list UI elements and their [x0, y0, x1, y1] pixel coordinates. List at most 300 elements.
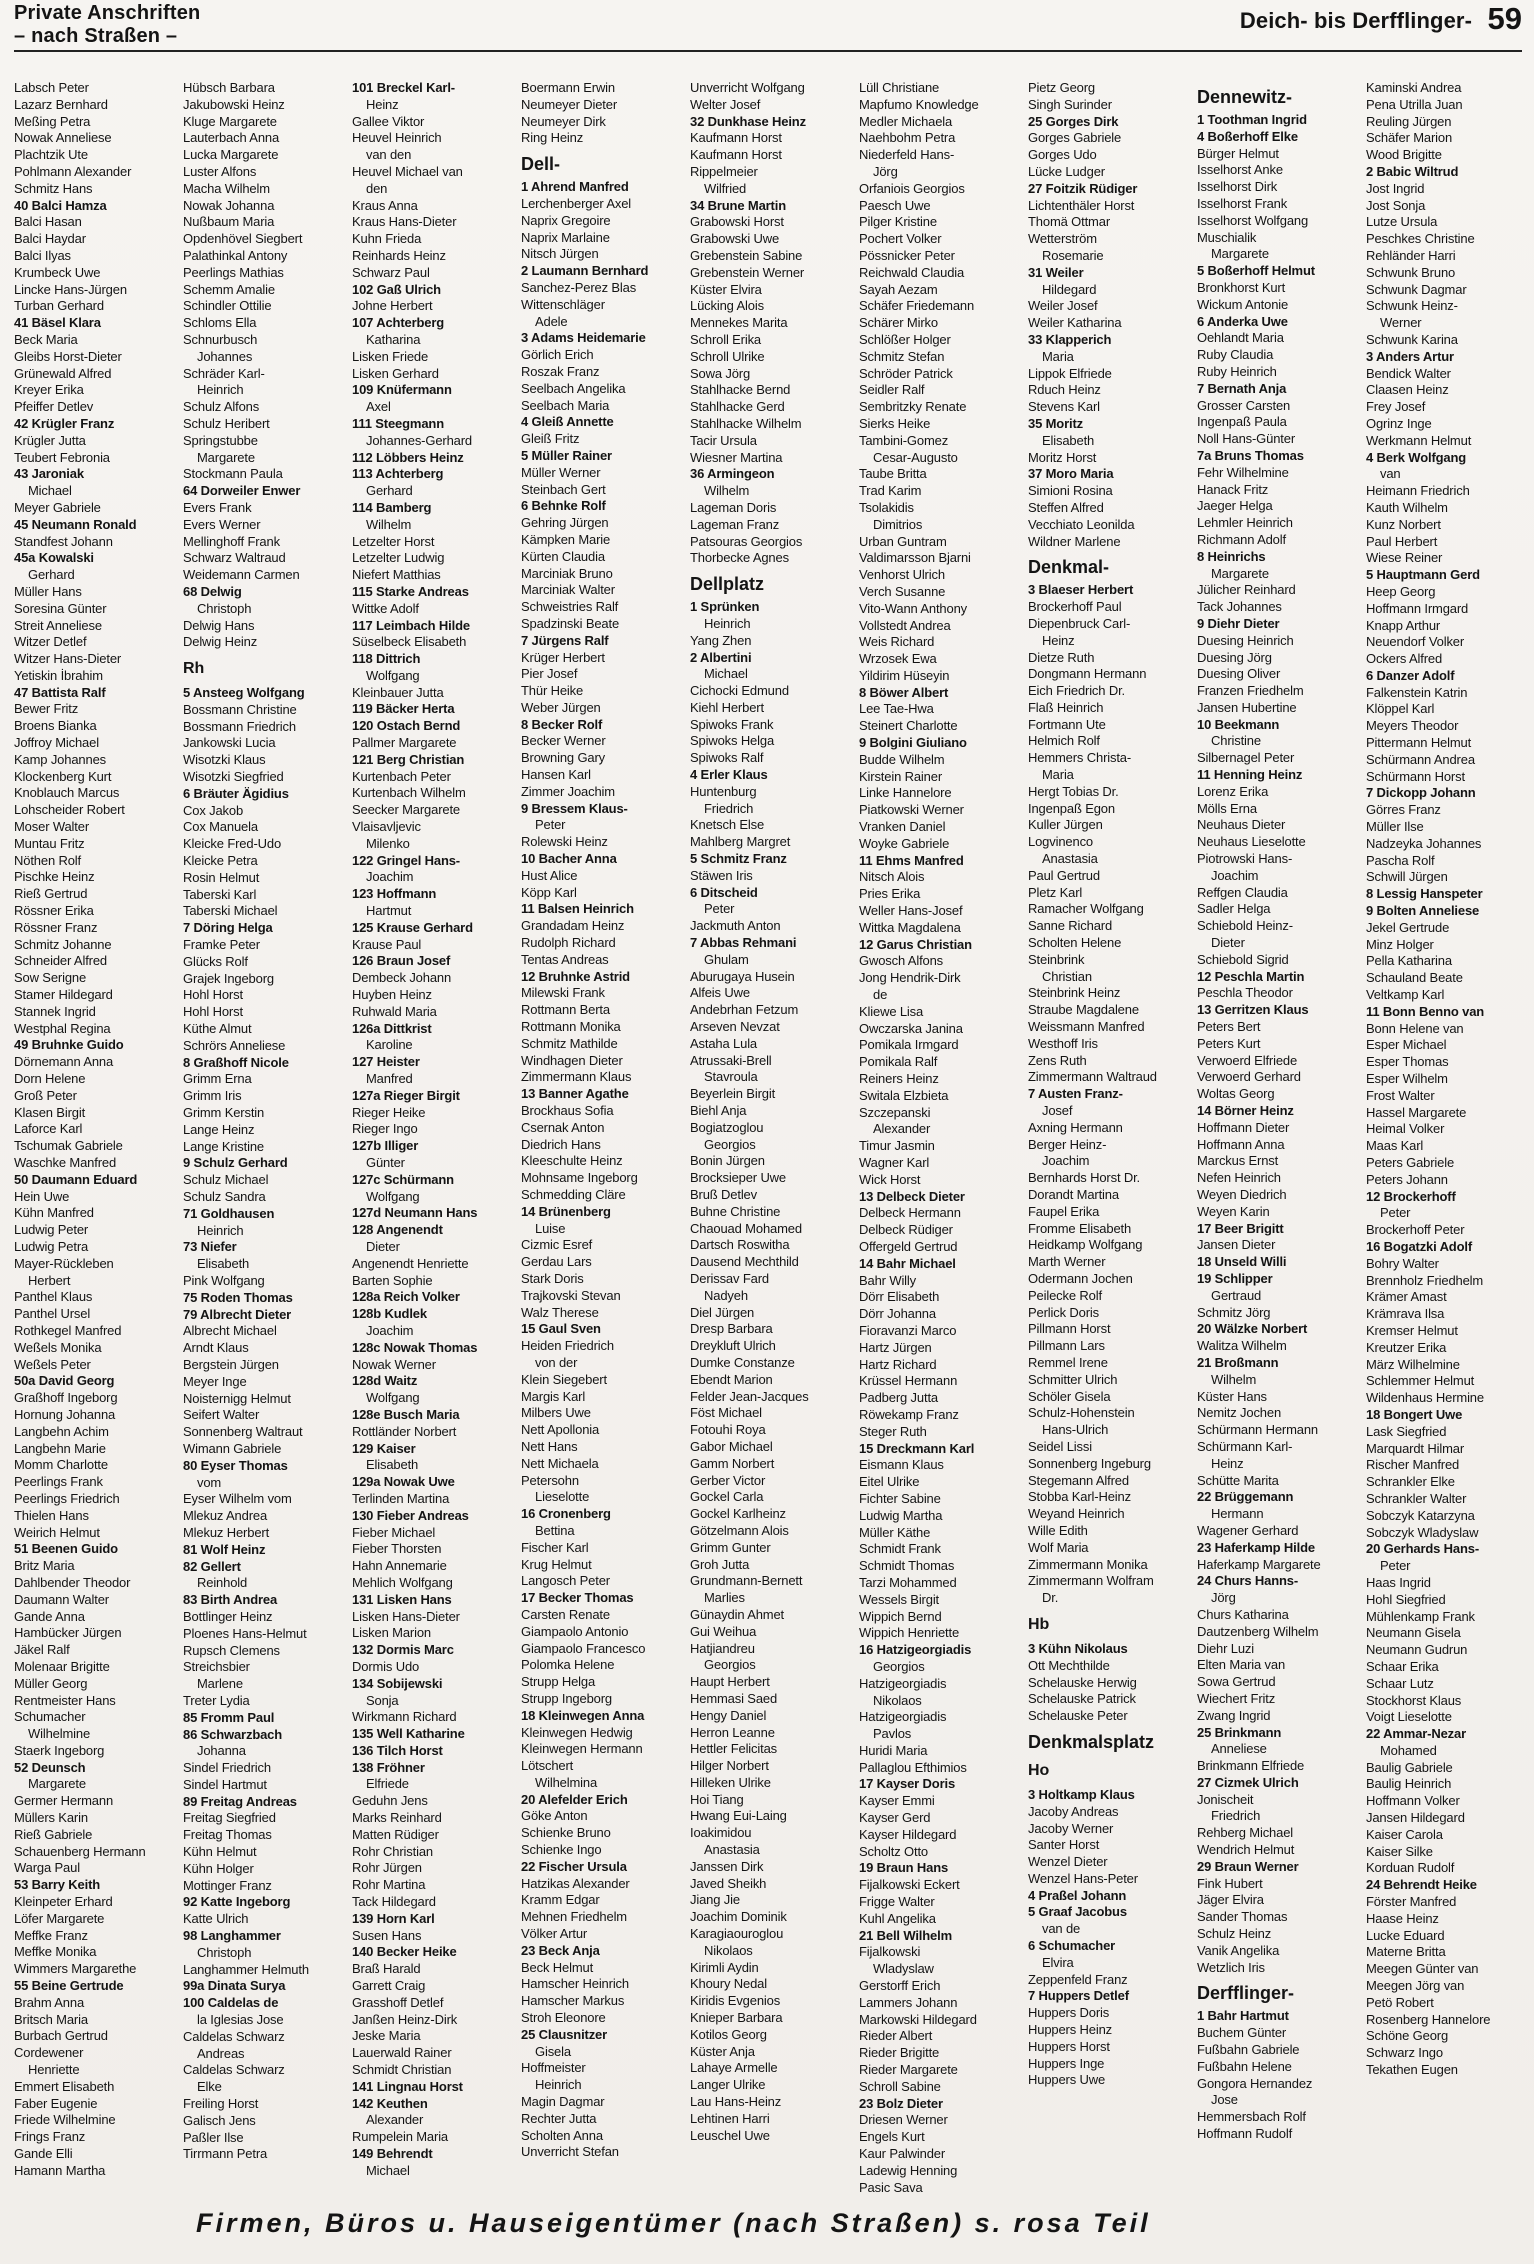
directory-entry: Isselhorst Anke — [1197, 162, 1283, 178]
directory-entry: Klockenberg Kurt — [14, 768, 112, 784]
directory-entry: Driesen Werner — [859, 2112, 948, 2128]
directory-entry: Knapp Arthur — [1366, 617, 1441, 633]
directory-entry: Neuhaus Dieter — [1197, 817, 1286, 833]
directory-entry: 5 Graaf Jacobus — [1028, 1904, 1127, 1920]
directory-entry: Wetterström — [1028, 231, 1097, 247]
directory-entry: Weber Jürgen — [521, 699, 601, 715]
directory-entry: Seifert Walter — [183, 1407, 260, 1423]
directory-entry: Wisotzki Siegfried — [183, 769, 284, 785]
directory-entry: Muntau Fritz — [14, 835, 85, 851]
directory-entry: Lauerwald Rainer — [352, 2045, 452, 2061]
directory-entry: 16 Cronenberg — [521, 1506, 611, 1522]
directory-entry: Frings Franz — [14, 2129, 86, 2145]
directory-entry: Leuschel Uwe — [690, 2127, 770, 2143]
directory-entry: Vito-Wann Anthony — [859, 600, 968, 616]
directory-entry: Steinbach Gert — [521, 481, 606, 497]
directory-entry: 83 Birth Andrea — [183, 1592, 278, 1608]
directory-entry: Evers Frank — [183, 499, 252, 515]
directory-entry: 129a Nowak Uwe — [352, 1474, 455, 1490]
directory-entry: Jonischeit — [1197, 1791, 1254, 1807]
directory-entry: Dörnemann Anna — [14, 1054, 114, 1070]
directory-entry: 81 Wolf Heinz — [183, 1541, 266, 1557]
directory-entry: Schräder Karl- — [183, 365, 265, 381]
directory-entry: Streit Anneliese — [14, 617, 102, 633]
directory-entry: Kirstein Rainer — [859, 768, 943, 784]
directory-entry: Ogrinz Inge — [1366, 415, 1432, 431]
directory-entry: 53 Barry Keith — [14, 1877, 101, 1893]
directory-entry: Röwekamp Franz — [859, 1406, 959, 1422]
directory-entry: 64 Dorweiler Enwer — [183, 483, 301, 499]
directory-entry: Delbeck Rüdiger — [859, 1222, 953, 1238]
directory-entry-continuation: Stavroula — [704, 1069, 758, 1085]
directory-entry-continuation: Dieter — [1211, 935, 1245, 951]
directory-entry: Wildenhaus Hermine — [1366, 1390, 1484, 1406]
directory-entry: Steinbrink — [1028, 951, 1085, 967]
directory-entry: 5 Ansteeg Wolfgang — [183, 685, 305, 701]
directory-entry: Labsch Peter — [14, 80, 89, 95]
directory-entry: Felder Jean-Jacques — [690, 1388, 809, 1404]
directory-entry: Lazarz Bernhard — [14, 96, 108, 112]
directory-entry: Stahlhacke Bernd — [690, 382, 791, 398]
directory-entry: 37 Moro Maria — [1028, 466, 1114, 482]
directory-entry: Gongora Hernandez — [1197, 2075, 1313, 2091]
directory-entry: Rieger Ingo — [352, 1121, 418, 1137]
directory-entry: Hübsch Barbara — [183, 80, 275, 95]
directory-entry: 8 Becker Rolf — [521, 716, 603, 732]
directory-entry: Neumann Gisela — [1366, 1625, 1461, 1641]
directory-entry: 7 Abbas Rehmani — [690, 935, 797, 951]
directory-entry: Görres Franz — [1366, 802, 1441, 818]
directory-entry: 43 Jaroniak — [14, 466, 84, 482]
directory-entry: Hust Alice — [521, 867, 578, 883]
directory-entry: Peerlings Friedrich — [14, 1490, 120, 1506]
directory-entry: Lageman Doris — [690, 499, 777, 515]
directory-entry: Andebrhan Fetzum — [690, 1002, 799, 1018]
directory-entry: Schmidt Christian — [352, 2062, 452, 2078]
directory-entry: Schulz Michael — [183, 1172, 269, 1188]
directory-entry: Schrankler Walter — [1366, 1490, 1467, 1506]
directory-entry: Kraus Hans-Dieter — [352, 214, 457, 230]
directory-entry: Panthel Klaus — [14, 1289, 93, 1305]
directory-entry: Rieger Heike — [352, 1104, 426, 1120]
directory-entry: Sindel Friedrich — [183, 1760, 271, 1776]
directory-entry: Baulig Gabriele — [1366, 1759, 1453, 1775]
directory-entry: Knoblauch Marcus — [14, 785, 120, 801]
directory-entry: Geduhn Jens — [352, 1793, 428, 1809]
directory-entry: Hoffmeister — [521, 2060, 586, 2076]
directory-entry: Kayser Emmi — [859, 1793, 935, 1809]
directory-column-3 — [352, 80, 515, 2178]
directory-entry: Neumeyer Dirk — [521, 113, 606, 129]
directory-entry-continuation: Georgios — [704, 1136, 756, 1152]
directory-entry: 92 Katte Ingeborg — [183, 1894, 291, 1910]
directory-entry: Astaha Lula — [690, 1035, 758, 1051]
directory-entry: Weissmann Manfred — [1028, 1019, 1145, 1035]
directory-entry: Hartz Richard — [859, 1356, 937, 1372]
directory-entry: Palathinkal Antony — [183, 247, 288, 263]
directory-entry: Rottmann Monika — [521, 1019, 621, 1035]
directory-entry: 14 Bahr Michael — [859, 1255, 956, 1271]
directory-entry: Grimm Kerstin — [183, 1105, 265, 1121]
directory-entry: Odermann Jochen — [1028, 1270, 1133, 1286]
directory-entry: Letzelter Ludwig — [352, 550, 445, 566]
directory-entry: Bewer Fritz — [14, 701, 79, 717]
directory-entry: Schroll Ulrike — [690, 348, 765, 364]
directory-entry: 1 Toothman Ingrid — [1197, 112, 1307, 127]
directory-entry: Germer Hermann — [14, 1793, 114, 1809]
directory-entry: 18 Unseld Willi — [1197, 1254, 1287, 1270]
directory-entry: Silbernagel Peter — [1197, 750, 1295, 766]
directory-entry: Krüger Herbert — [521, 649, 605, 665]
directory-entry: Grandadam Heinz — [521, 918, 625, 934]
directory-entry: Freiling Horst — [183, 2096, 259, 2112]
directory-entry: Huyben Heinz — [352, 987, 432, 1003]
directory-entry: Giampaolo Francesco — [521, 1640, 646, 1656]
directory-entry-continuation: Peter — [704, 901, 735, 917]
directory-entry: Lincke Hans-Jürgen — [14, 281, 127, 297]
directory-entry: Rosenberg Hannelore — [1366, 2011, 1491, 2027]
directory-entry: Garrett Craig — [352, 1978, 426, 1994]
directory-entry: Schmitz Mathilde — [521, 1035, 618, 1051]
directory-entry: Magin Dagmar — [521, 2094, 605, 2110]
directory-entry-continuation: Wilfried — [704, 180, 747, 196]
directory-entry-continuation: Ghulam — [704, 951, 749, 967]
directory-entry: Sayah Aezam — [859, 281, 938, 297]
directory-entry-continuation: Manfred — [366, 1071, 413, 1087]
directory-entry: Pohlmann Alexander — [14, 163, 132, 179]
directory-entry: 85 Fromm Paul — [183, 1709, 275, 1725]
directory-entry: Krumbeck Uwe — [14, 264, 101, 280]
directory-entry: Vollstedt Andrea — [859, 617, 951, 633]
directory-entry: 107 Achterberg — [352, 315, 445, 331]
directory-entry: Momm Charlotte — [14, 1457, 108, 1473]
directory-entry: Rottmann Berta — [521, 1002, 610, 1018]
directory-entry: Hoi Tiang — [690, 1791, 744, 1807]
directory-entry-continuation: Peter — [1380, 1558, 1411, 1574]
directory-entry: Hoffmann Volker — [1366, 1793, 1460, 1809]
directory-entry: Langhammer Helmuth — [183, 1961, 309, 1977]
directory-entry: Hemmersbach Rolf — [1197, 2109, 1306, 2125]
directory-entry: Eyser Wilhelm vom — [183, 1491, 292, 1507]
directory-entry: Verch Susanne — [859, 583, 946, 599]
directory-entry: Zimmermann Waltraud — [1028, 1069, 1157, 1085]
directory-entry: 111 Steegmann — [352, 415, 444, 431]
directory-entry-continuation: Heinrich — [197, 1222, 244, 1238]
directory-entry: Isselhorst Frank — [1197, 195, 1288, 211]
directory-entry-continuation: den — [366, 180, 388, 196]
directory-entry: Lorenz Erika — [1197, 783, 1269, 799]
directory-entry: Spiwoks Ralf — [690, 750, 764, 766]
directory-entry: 17 Beer Brigitt — [1197, 1220, 1284, 1236]
directory-entry: Thür Heike — [521, 683, 584, 699]
directory-entry: 41 Bäsel Klara — [14, 315, 101, 331]
directory-entry: Soresina Günter — [14, 600, 107, 616]
directory-entry: Tentas Andreas — [521, 951, 609, 967]
directory-entry: 3 Kühn Nikolaus — [1028, 1640, 1128, 1656]
directory-entry: Ockers Alfred — [1366, 651, 1443, 667]
directory-entry: 136 Tilch Horst — [352, 1742, 443, 1758]
directory-entry: Spiwoks Helga — [690, 733, 775, 749]
directory-entry: Becker Werner — [521, 733, 606, 749]
directory-entry: 1 Ahrend Manfred — [521, 179, 629, 195]
directory-entry: Patsouras Georgios — [690, 533, 803, 549]
directory-entry-continuation: Mohamed — [1380, 1742, 1437, 1758]
directory-entry: Groh Jutta — [690, 1556, 750, 1572]
directory-entry: Plachtzik Ute — [14, 147, 88, 163]
directory-entry: Barten Sophie — [352, 1272, 433, 1288]
directory-entry: Jekel Gertrude — [1366, 919, 1450, 935]
directory-entry: Sanne Richard — [1028, 918, 1113, 934]
directory-entry: 8 Graßhoff Nicole — [183, 1054, 289, 1070]
directory-entry-continuation: Margarete — [1211, 246, 1269, 262]
directory-entry: 99a Dinata Surya — [183, 1978, 286, 1994]
directory-entry: Dausend Mechthild — [690, 1254, 799, 1270]
directory-entry: Jackmuth Anton — [690, 918, 781, 934]
directory-entry: Müllers Karin — [14, 1810, 88, 1826]
directory-entry: Marks Reinhard — [352, 1810, 442, 1826]
directory-entry: Dahlbender Theodor — [14, 1574, 131, 1590]
directory-entry: Brahm Anna — [14, 1994, 85, 2010]
directory-entry: 2 Laumann Bernhard — [521, 263, 649, 279]
directory-entry: Ludwig Peter — [14, 1222, 89, 1238]
directory-entry: Voigt Lieselotte — [1366, 1709, 1452, 1725]
directory-entry: Vranken Daniel — [859, 819, 946, 835]
directory-entry: Staerk Ingeborg — [14, 1742, 105, 1758]
directory-entry: 115 Starke Andreas — [352, 583, 469, 599]
directory-entry: Eich Friedrich Dr. — [1028, 683, 1125, 699]
directory-entry-continuation: Heinrich — [535, 2077, 582, 2093]
directory-entry: Mellinghoff Frank — [183, 533, 280, 549]
directory-entry-continuation: Dr. — [1042, 1590, 1059, 1606]
directory-entry-continuation: Marlene — [197, 1676, 243, 1692]
directory-entry: Diel Jürgen — [690, 1304, 755, 1320]
directory-entry: 17 Becker Thomas — [521, 1590, 634, 1606]
directory-entry: Derissav Fard — [690, 1270, 769, 1286]
directory-entry: Hansen Karl — [521, 767, 591, 783]
directory-entry: Weyen Diedrich — [1197, 1187, 1287, 1202]
directory-entry: Schloms Ella — [183, 315, 257, 331]
directory-entry: Jülicher Reinhard — [1197, 582, 1296, 598]
directory-entry: Wessels Birgit — [859, 1591, 940, 1607]
directory-entry: 138 Fröhner — [352, 1759, 425, 1775]
directory-entry: Stannek Ingrid — [14, 1003, 96, 1019]
directory-entry: 49 Bruhnke Guido — [14, 1037, 124, 1053]
directory-entry: Freitag Siegfried — [183, 1810, 276, 1826]
directory-entry: 125 Krause Gerhard — [352, 919, 473, 935]
directory-entry-continuation: Herbert — [28, 1272, 71, 1288]
directory-entry: Milewski Frank — [521, 985, 605, 1001]
directory-entry: Grebenstein Werner — [690, 264, 805, 280]
directory-entry: Wisotzki Klaus — [183, 752, 266, 768]
directory-entry-continuation: Dieter — [366, 1238, 400, 1254]
directory-entry: Schwunk Bruno — [1366, 264, 1456, 280]
directory-entry: Fieber Thorsten — [352, 1541, 442, 1557]
directory-entry: Rohr Martina — [352, 1877, 426, 1893]
street-heading: Denkmalsplatz — [1028, 1731, 1155, 1752]
directory-entry: Lohscheider Robert — [14, 802, 125, 818]
directory-entry: Hohl Horst — [183, 987, 243, 1003]
directory-entry: 9 Diehr Dieter — [1197, 615, 1280, 631]
directory-entry: Switala Elzbieta — [859, 1087, 949, 1103]
directory-entry: Klöppel Karl — [1366, 701, 1435, 717]
directory-entry: Framke Peter — [183, 937, 260, 953]
directory-entry: 113 Achterberg — [352, 466, 444, 482]
directory-entry: Ramacher Wolfgang — [1028, 901, 1144, 917]
directory-entry: Huppers Doris — [1028, 2005, 1110, 2021]
directory-entry: Gorges Gabriele — [1028, 130, 1122, 146]
directory-entry: Esper Thomas — [1366, 1054, 1449, 1070]
directory-entry-continuation: Georgios — [704, 1657, 756, 1673]
directory-entry: Helmich Rolf — [1028, 733, 1100, 749]
directory-entry: Huppers Uwe — [1028, 2072, 1106, 2088]
directory-entry: Rolewski Heinz — [521, 834, 608, 850]
directory-entry: 3 Blaeser Herbert — [1028, 582, 1134, 598]
directory-entry: Pallmer Margarete — [352, 735, 457, 751]
directory-entry: Gorges Udo — [1028, 147, 1097, 163]
directory-entry-continuation: Wilhelm — [704, 483, 750, 499]
directory-entry: 4 Praßel Johann — [1028, 1887, 1127, 1903]
directory-entry: Owczarska Janina — [859, 1020, 963, 1036]
directory-entry: Minz Holger — [1366, 936, 1434, 952]
directory-entry: Hoffmann Rudolf — [1197, 2126, 1293, 2142]
directory-entry: Schroll Erika — [690, 331, 762, 347]
directory-entry-continuation: Heinrich — [197, 382, 244, 398]
directory-entry: 10 Beekmann — [1197, 716, 1280, 732]
directory-entry: Vanik Angelika — [1197, 1942, 1280, 1958]
directory-entry: Bürger Helmut — [1197, 145, 1279, 161]
directory-entry: Kleinwegen Hedwig — [521, 1724, 633, 1740]
directory-entry: Noll Hans-Günter — [1197, 431, 1296, 447]
directory-entry: 5 Müller Rainer — [521, 447, 612, 463]
directory-entry: Kurtenbach Peter — [352, 768, 451, 784]
directory-entry: Evers Werner — [183, 516, 261, 532]
directory-entry: Grabowski Uwe — [690, 231, 780, 247]
directory-entry: Trad Karim — [859, 483, 922, 499]
directory-entry: Pena Utrilla Juan — [1366, 96, 1463, 112]
directory-entry: Logvinenco — [1028, 834, 1093, 850]
directory-entry-continuation: vom — [197, 1474, 222, 1490]
directory-entry: Kauth Wilhelm — [1366, 499, 1448, 515]
directory-entry: 73 Niefer — [183, 1239, 237, 1255]
directory-entry: Balci Haydar — [14, 231, 86, 247]
directory-entry: 11 Ehms Manfred — [859, 852, 964, 868]
directory-entry: Schütte Marita — [1197, 1472, 1279, 1488]
directory-entry-continuation: Nadyeh — [704, 1287, 748, 1303]
directory-entry: Fehr Wilhelmine — [1197, 464, 1289, 480]
directory-entry: Lageman Franz — [690, 516, 780, 532]
directory-entry: Richmann Adolf — [1197, 531, 1286, 547]
directory-entry: Schauenberg Hermann — [14, 1843, 146, 1859]
directory-entry: Weiler Josef — [1028, 298, 1098, 314]
directory-entry-continuation: Dimitrios — [873, 516, 923, 532]
directory-entry: Dautzenberg Wilhelm — [1197, 1623, 1319, 1639]
directory-entry: Neuendorf Volker — [1366, 634, 1465, 650]
directory-entry: Westphal Regina — [14, 1020, 111, 1036]
directory-entry: Reichwald Claudia — [859, 264, 965, 280]
directory-entry-continuation: Gerhard — [366, 483, 413, 499]
directory-entry: Hemmasi Saed — [690, 1690, 778, 1706]
directory-entry: Albrecht Michael — [183, 1323, 277, 1339]
directory-entry: Axning Hermann — [1028, 1119, 1123, 1135]
directory-entry: 128b Kudlek — [352, 1306, 427, 1322]
directory-entry: Lutze Ursula — [1366, 214, 1438, 230]
directory-entry: 31 Weiler — [1028, 264, 1084, 280]
directory-entry: Dartsch Roswitha — [690, 1237, 790, 1253]
directory-entry: Burbach Gertrud — [14, 2028, 108, 2044]
directory-entry: Zimmer Joachim — [521, 783, 615, 799]
directory-entry: 10 Bacher Anna — [521, 851, 617, 867]
directory-entry: Stockhorst Klaus — [1366, 1692, 1462, 1708]
directory-entry: Gerdau Lars — [521, 1254, 592, 1270]
directory-entry: Mapfumo Knowledge — [859, 96, 979, 112]
directory-entry-continuation: Cesar-Augusto — [873, 449, 958, 465]
directory-entry: 129 Kaiser — [352, 1440, 416, 1456]
directory-entry: Chaouad Mohamed — [690, 1220, 802, 1236]
header-rule — [14, 50, 1522, 52]
directory-entry: 127b Illiger — [352, 1138, 419, 1154]
directory-entry: 128c Nowak Thomas — [352, 1339, 478, 1355]
directory-entry: 12 Garus Christian — [859, 936, 972, 952]
directory-entry: 9 Bolgini Giuliano — [859, 735, 967, 751]
directory-entry: Timur Jasmin — [859, 1138, 935, 1154]
directory-entry: Ingenpaß Paula — [1197, 414, 1287, 430]
directory-entry: Standfest Johann — [14, 533, 113, 549]
directory-entry: Hemmers Christa- — [1028, 750, 1132, 766]
directory-entry-continuation: Christian — [1042, 968, 1092, 984]
directory-entry: Marquardt Hilmar — [1366, 1440, 1465, 1456]
directory-entry: Seelbach Maria — [521, 397, 610, 413]
directory-entry: 35 Moritz — [1028, 415, 1083, 431]
directory-entry: Fußbahn Helene — [1197, 2058, 1292, 2074]
directory-entry: Peerlings Mathias — [183, 264, 284, 280]
directory-entry: Lücking Alois — [690, 298, 764, 314]
directory-entry: Reinhards Heinz — [352, 247, 446, 263]
directory-entry: Kaiser Carola — [1366, 1826, 1443, 1842]
directory-entry: Woltas Georg — [1197, 1086, 1275, 1102]
directory-entry: Werkmann Helmut — [1366, 432, 1472, 448]
directory-entry: Arndt Klaus — [183, 1340, 249, 1356]
directory-entry: Langer Ulrike — [690, 2077, 766, 2093]
directory-entry: 9 Bolten Anneliese — [1366, 903, 1480, 919]
directory-entry: Schürmann Hermann — [1197, 1422, 1319, 1438]
directory-entry: Fußbahn Gabriele — [1197, 2042, 1300, 2058]
directory-entry: Völker Artur — [521, 1926, 588, 1942]
directory-entry: Marth Werner — [1028, 1254, 1106, 1270]
directory-entry: Kreyer Erika — [14, 382, 84, 398]
directory-entry: 25 Brinkmann — [1197, 1724, 1282, 1740]
directory-entry: Vlaisavljevic — [352, 819, 421, 835]
directory-entry: 112 Löbbers Heinz — [352, 449, 464, 465]
directory-entry-continuation: Hartmut — [366, 903, 412, 919]
directory-entry-continuation: Gisela — [535, 2043, 571, 2059]
directory-entry: Stockmann Paula — [183, 466, 283, 482]
directory-entry: Pries Erika — [859, 886, 921, 902]
directory-entry: Laforce Karl — [14, 1121, 83, 1137]
directory-entry: Esper Michael — [1366, 1037, 1447, 1053]
directory-entry: Krug Helmut — [521, 1556, 592, 1572]
directory-entry: Szczepanski — [859, 1104, 931, 1120]
directory-entry: Lötschert — [521, 1758, 574, 1774]
directory-entry: Petersohn — [521, 1472, 579, 1488]
directory-entry: Süselbeck Elisabeth — [352, 634, 467, 650]
directory-entry: Ioakimidou — [690, 1825, 752, 1841]
directory-entry: Cox Jakob — [183, 802, 244, 818]
directory-entry: Moritz Horst — [1028, 449, 1097, 465]
directory-entry: Schmitz Johanne — [14, 936, 112, 952]
directory-entry: Sembritzky Renate — [859, 399, 967, 415]
directory-entry: Lammers Johann — [859, 1994, 958, 2010]
directory-entry: Schulz Sandra — [183, 1189, 266, 1204]
